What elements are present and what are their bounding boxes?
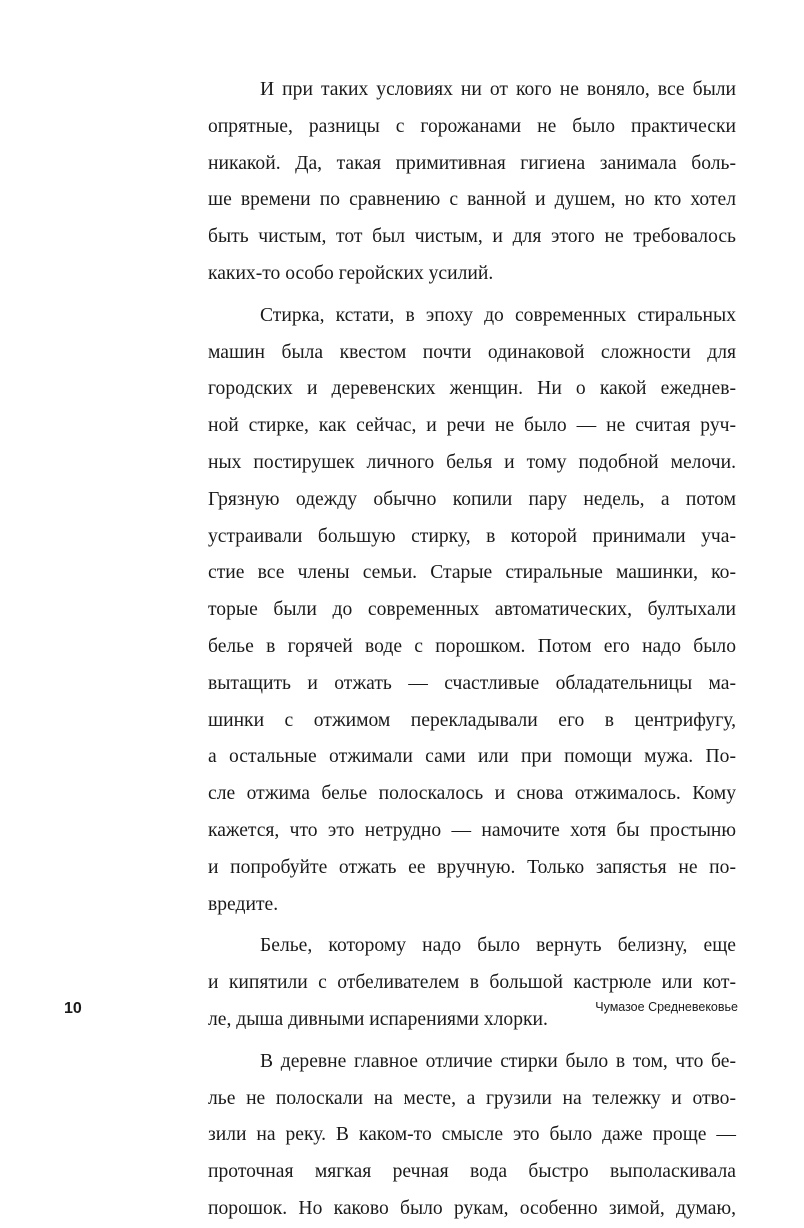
text-line: никакой. Да, такая примитивная гигиена занимала боль- (208, 152, 736, 174)
text-line: городских и деревенских женщин. Ни о какой ежеднев- (208, 378, 736, 400)
text-line: машин была квестом почти одинаковой сложности для (208, 341, 736, 363)
text-line: стие все члены семьи. Старые стиральные машинки, ко- (208, 562, 736, 584)
text-line: лье не полоскали на месте, а грузили на тележку и отво- (208, 1087, 736, 1109)
text-line: И при таких условиях ни от кого не воняло, все были (260, 79, 736, 100)
text-line: ше времени по сравнению с ванной и душем, но кто хотел (208, 189, 736, 211)
text-line: ных постирушек личного белья и тому подобной мелочи. (208, 451, 736, 473)
paragraph-2 (208, 298, 736, 924)
text-line: проточная мягкая речная вода быстро выполаскивала (208, 1161, 736, 1183)
running-title: Чумазое Средневековье (595, 1000, 738, 1014)
text-line: кажется, что это нетрудно — намочите хотя бы простыню (208, 819, 736, 841)
paragraph-3 (208, 928, 736, 1038)
text-line: В деревне главное отличие стирки было в том, что бе- (260, 1050, 736, 1072)
text-line: устраивали большую стирку, в которой принимали уча- (208, 525, 736, 547)
page-number: 10 (64, 1000, 82, 1017)
text-line: опрятные, разницы с горожанами не было практически (208, 115, 736, 137)
paragraph-1 (208, 72, 736, 293)
text-line: Белье, которому надо было вернуть белизну, еще (260, 935, 736, 957)
text-line: шинки с отжимом перекладывали его в центрифугу, (208, 709, 736, 731)
text-line: порошок. Но каково было рукам, особенно зимой, думаю, (208, 1197, 736, 1219)
text-line: быть чистым, тот был чистым, и для этого не требовалось (208, 226, 736, 248)
text-line: вытащить и отжать — счастливые обладательницы ма- (208, 672, 736, 694)
text-line: и попробуйте отжать ее вручную. Только запястья не по- (208, 856, 736, 878)
text-line: белье в горячей воде с порошком. Потом его надо было (208, 635, 736, 657)
text-line: торые были до современных автоматических, бултыхали (208, 599, 736, 621)
text-line: сле отжима белье полоскалось и снова отжималось. Кому (208, 783, 736, 805)
text-line: а остальные отжимали сами или при помощи мужа. По- (208, 746, 736, 768)
paragraph-4 (208, 1044, 736, 1228)
text-line: вредите. (208, 893, 279, 915)
text-line: и кипятили с отбеливателем в большой кастрюле или кот- (208, 972, 736, 994)
text-line: Стирка, кстати, в эпоху до современных стиральных (260, 304, 736, 326)
body-text (208, 72, 736, 1228)
text-line: ле, дыша дивными испарениями хлорки. (208, 1008, 548, 1030)
text-line: Грязную одежду обычно копили пару недель, а потом (208, 488, 736, 510)
text-line: ной стирке, как сейчас, и речи не было — не считая руч- (208, 415, 736, 437)
text-line: каких-то особо геройских усилий. (208, 262, 494, 284)
text-line: зили на реку. В каком-то смысле это было даже проще — (208, 1124, 736, 1146)
